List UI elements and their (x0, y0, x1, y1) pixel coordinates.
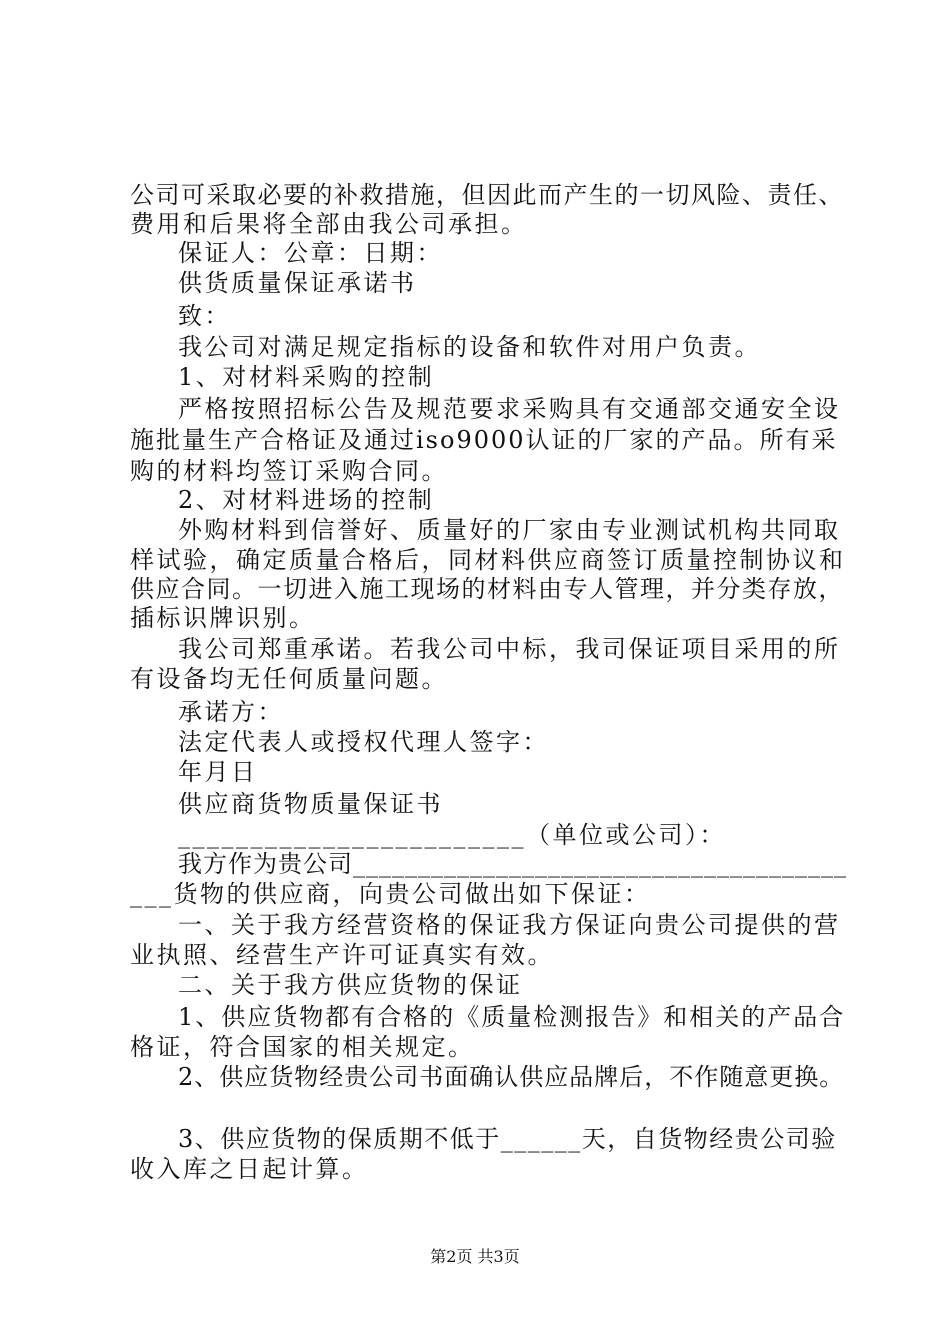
paragraph-line: 插标识牌识别。 (130, 604, 316, 632)
paragraph-line: 外购材料到信誉好、质量好的厂家由专业测试机构共同取 (178, 516, 841, 544)
numbered-heading: 1、对材料采购的控制 (178, 363, 435, 391)
paragraph-line: 业执照、经营生产许可证真实有效。 (130, 941, 554, 969)
paragraph-line: 有设备均无任何质量问题。 (130, 665, 448, 693)
addressee-line: 致： (178, 302, 231, 330)
promisor-line: 承诺方： (178, 698, 284, 726)
paragraph-line: 2、供应货物经贵公司书面确认供应品牌后，不作随意更换。 (178, 1063, 845, 1091)
paragraph-line: 严格按照招标公告及规范要求采购具有交通部交通安全设 (178, 395, 841, 423)
paragraph-line: 收入库之日起计算。 (130, 1155, 369, 1183)
paragraph-line: ___货物的供应商，向贵公司做出如下保证： (130, 880, 651, 908)
paragraph-line: 费用和后果将全部由我公司承担。 (130, 210, 528, 238)
paragraph-line: 格证，符合国家的相关规定。 (130, 1033, 475, 1061)
guarantor-line: 保证人：公章：日期： (178, 239, 443, 267)
paragraph-line: 一、关于我方经营资格的保证我方保证向贵公司提供的营 (178, 911, 841, 939)
section-title: 供货质量保证承诺书 (178, 269, 417, 297)
addressee-blank-line: ________________________（单位或公司）： (178, 821, 726, 849)
paragraph-line: 公司可采取必要的补救措施，但因此而产生的一切风险、责任、 (130, 181, 844, 209)
paragraph-line: 供应合同。一切进入施工现场的材料由专人管理，并分类存放， (130, 575, 844, 603)
page-number: 第2页 共3页 (430, 1247, 520, 1266)
date-line: 年月日 (178, 758, 258, 786)
section-title: 供应商货物质量保证书 (178, 790, 443, 818)
signature-line: 法定代表人或授权代理人签字： (178, 728, 549, 756)
paragraph-line: 施批量生产合格证及通过iso9000认证的厂家的产品。所有采 (130, 426, 838, 454)
numbered-heading: 二、关于我方供应货物的保证 (178, 971, 523, 999)
numbered-heading: 2、对材料进场的控制 (178, 486, 435, 514)
paragraph-line: 我公司对满足规定指标的设备和软件对用户负责。 (178, 333, 761, 361)
paragraph-line: 样试验，确定质量合格后，同材料供应商签订质量控制协议和 (130, 546, 846, 574)
paragraph-line: 我方作为贵公司______________________________________ (178, 850, 847, 878)
paragraph-line: 购的材料均签订采购合同。 (130, 457, 448, 485)
paragraph-line: 1、供应货物都有合格的《质量检测报告》和相关的产品合 (178, 1003, 846, 1031)
paragraph-line: 我公司郑重承诺。若我公司中标，我司保证项目采用的所 (178, 635, 841, 663)
paragraph-line: 3、供应货物的保质期不低于______天，自货物经贵公司验 (178, 1125, 837, 1153)
